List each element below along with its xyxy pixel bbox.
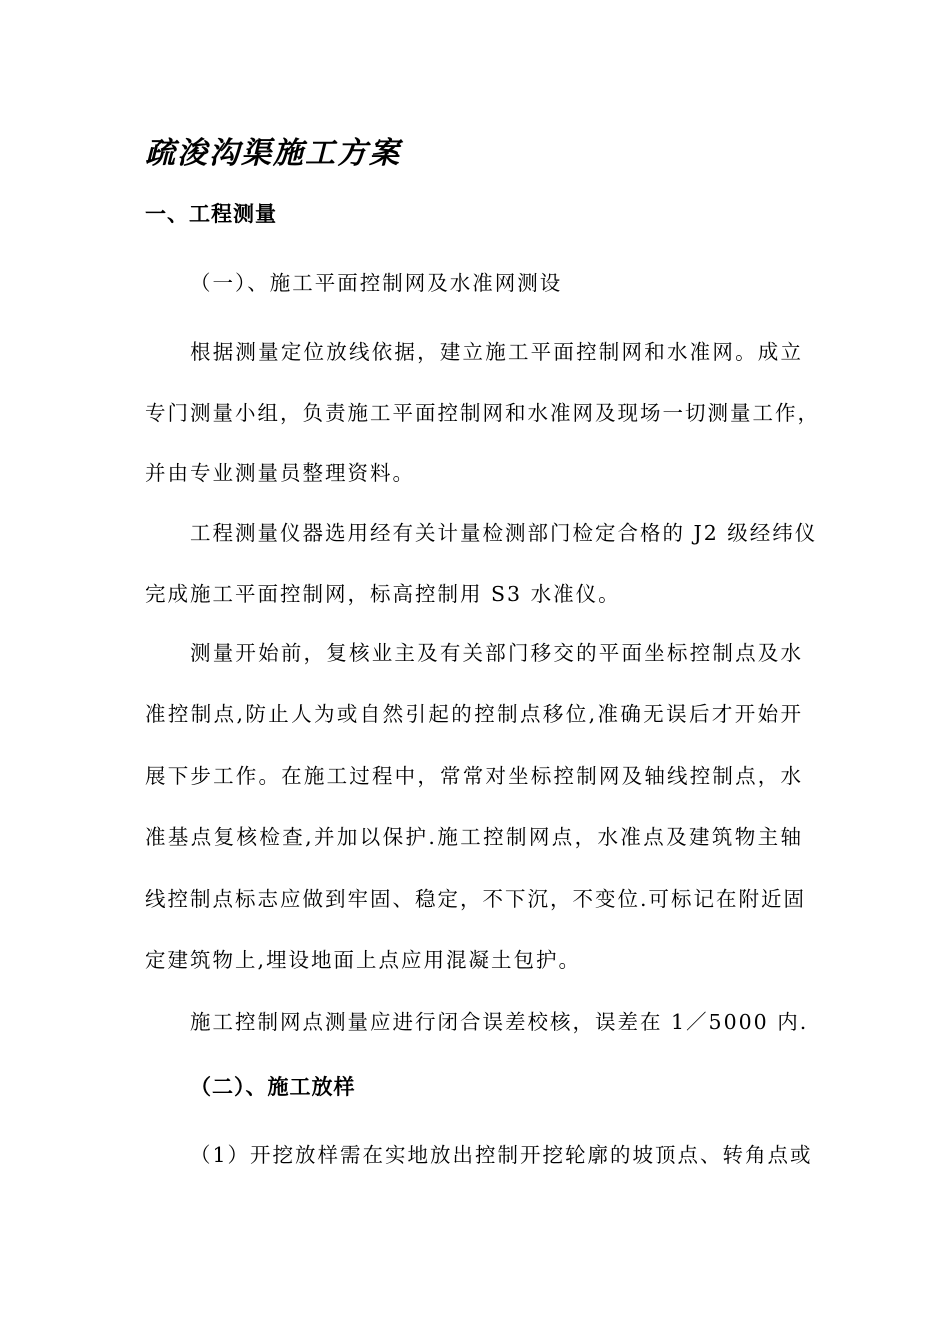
subsection-heading-control-network: （一）、施工平面控制网及水准网测设 xyxy=(190,271,563,295)
paragraph-line: 完成施工平面控制网，标高控制用 S3 水准仪。 xyxy=(145,582,621,606)
document-title: 疏浚沟渠施工方案 xyxy=(145,136,401,171)
paragraph-line: （1）开挖放样需在实地放出控制开挖轮廓的坡顶点、转角点或 xyxy=(190,1143,813,1167)
paragraph-line: 线控制点标志应做到牢固、稳定，不下沉，不变位.可标记在附近固 xyxy=(145,887,807,911)
paragraph-line: 根据测量定位放线依据，建立施工平面控制网和水准网。成立 xyxy=(190,340,803,364)
section-heading-survey: 一、工程测量 xyxy=(145,201,277,226)
paragraph-line: 准基点复核检查,并加以保护.施工控制网点，水准点及建筑物主轴 xyxy=(145,825,803,849)
paragraph-line: 展下步工作。在施工过程中，常常对坐标控制网及轴线控制点，水 xyxy=(145,764,803,788)
paragraph-line: 专门测量小组，负责施工平面控制网和水准网及现场一切测量工作， xyxy=(145,401,820,425)
paragraph-line: 工程测量仪器选用经有关计量检测部门检定合格的 J2 级经纬仪 xyxy=(190,521,818,545)
paragraph-line: 并由专业测量员整理资料。 xyxy=(145,461,415,485)
paragraph-line: 准控制点,防止人为或自然引起的控制点移位,准确无误后才开始开 xyxy=(145,702,803,726)
paragraph-line: 施工控制网点测量应进行闭合误差校核，误差在 1／5000 内. xyxy=(190,1010,809,1034)
subsection-heading-layout: （二）、施工放样 xyxy=(190,1074,356,1099)
paragraph-line: 测量开始前，复核业主及有关部门移交的平面坐标控制点及水 xyxy=(190,641,803,665)
paragraph-line: 定建筑物上,埋设地面上点应用混凝土包护。 xyxy=(145,948,582,972)
